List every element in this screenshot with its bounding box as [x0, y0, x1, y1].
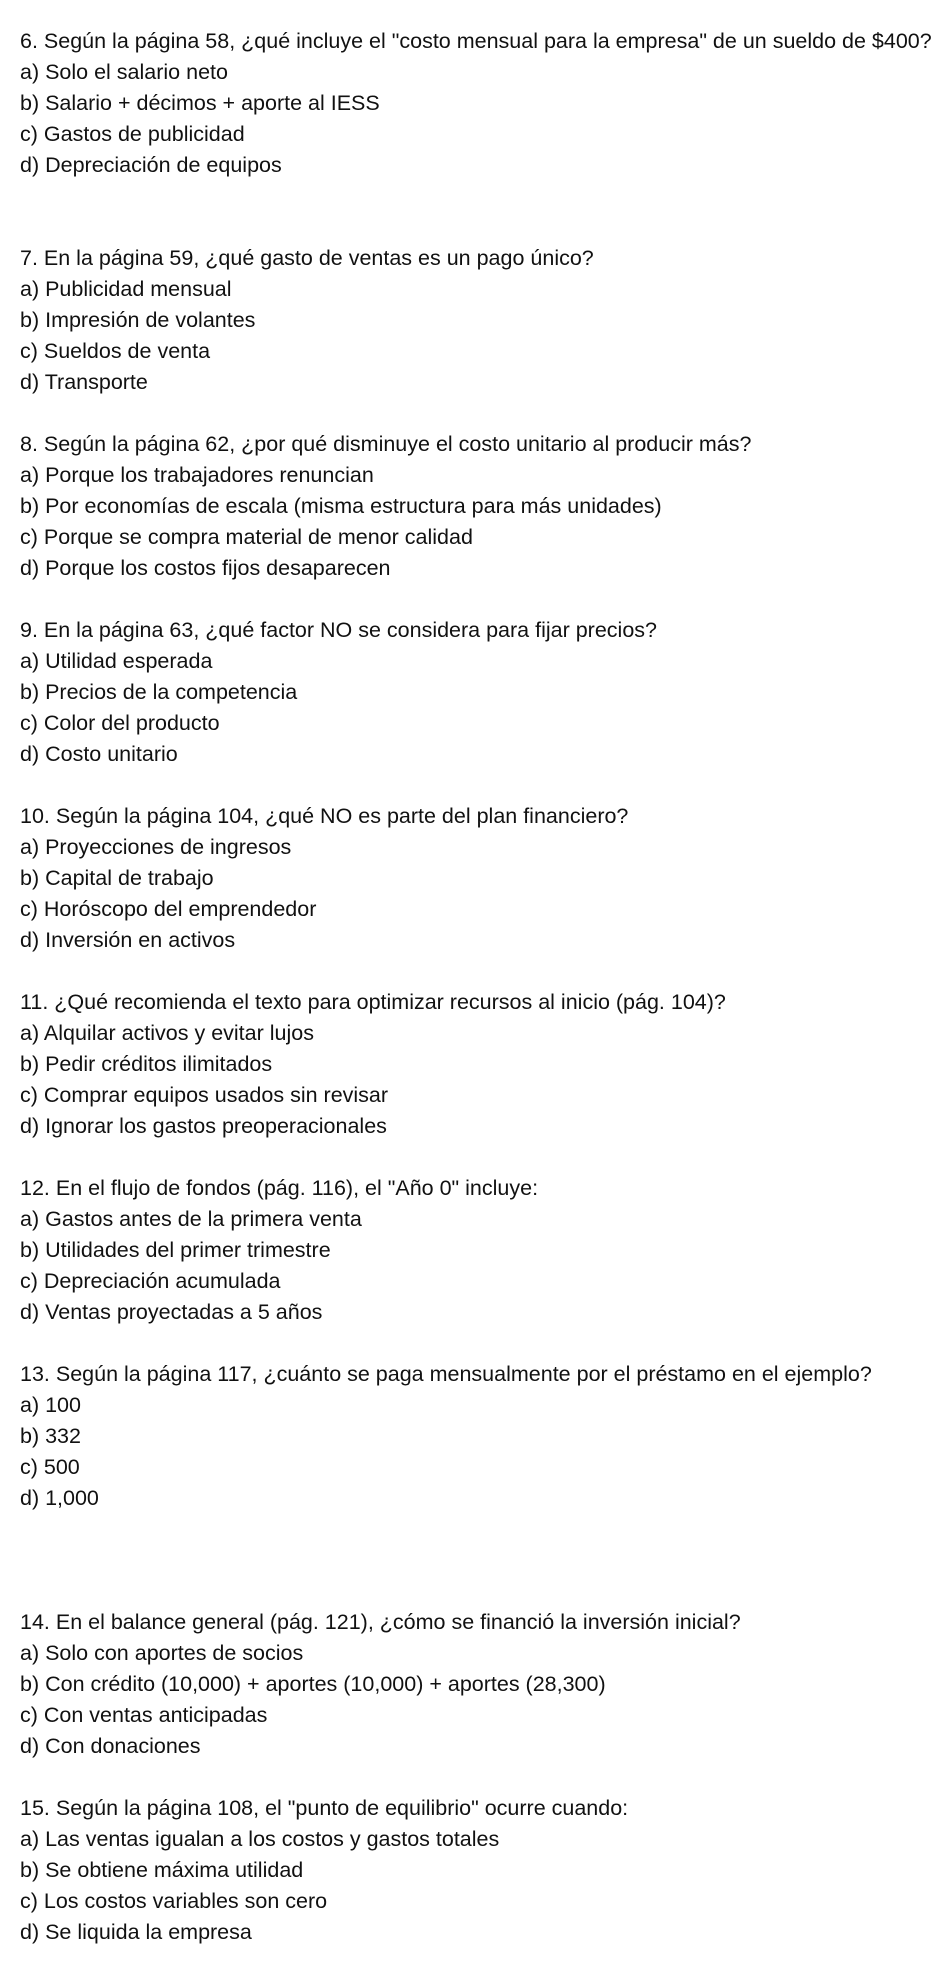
spacer — [20, 398, 936, 429]
option-b: b) Con crédito (10,000) + aportes (10,000) + aportes (28,300) — [20, 1672, 606, 1696]
question-7 — [20, 243, 936, 398]
question-title: 6. Según la página 58, ¿qué incluye el "costo mensual para la empresa" de un sueldo de $400? — [20, 29, 932, 53]
option-a: a) Solo el salario neto — [20, 60, 228, 84]
question-title: 11. ¿Qué recomienda el texto para optimizar recursos al inicio (pág. 104)? — [20, 990, 726, 1014]
option-a: a) Publicidad mensual — [20, 277, 232, 301]
question-title: 8. Según la página 62, ¿por qué disminuye el costo unitario al producir más? — [20, 432, 752, 456]
question-title: 12. En el flujo de fondos (pág. 116), el "Año 0" incluye: — [20, 1176, 539, 1200]
question-title: 15. Según la página 108, el "punto de equilibrio" ocurre cuando: — [20, 1796, 629, 1820]
option-b: b) Pedir créditos ilimitados — [20, 1052, 273, 1076]
option-c: c) Porque se compra material de menor calidad — [20, 525, 473, 549]
option-a: a) Alquilar activos y evitar lujos — [20, 1021, 314, 1045]
option-d: d) Ignorar los gastos preoperacionales — [20, 1114, 387, 1138]
question-list — [20, 26, 936, 1948]
option-d: d) Costo unitario — [20, 742, 178, 766]
option-b: b) Utilidades del primer trimestre — [20, 1238, 331, 1262]
question-title: 9. En la página 63, ¿qué factor NO se considera para fijar precios? — [20, 618, 657, 642]
question-14 — [20, 1607, 936, 1762]
question-9 — [20, 615, 936, 770]
spacer — [20, 1514, 936, 1607]
option-d: d) Se liquida la empresa — [20, 1920, 252, 1944]
option-d: d) Porque los costos fijos desaparecen — [20, 556, 391, 580]
option-b: b) Precios de la competencia — [20, 680, 298, 704]
option-a: a) Proyecciones de ingresos — [20, 835, 292, 859]
question-title: 7. En la página 59, ¿qué gasto de ventas es un pago único? — [20, 246, 594, 270]
option-c: c) Color del producto — [20, 711, 220, 735]
option-c: c) 500 — [20, 1455, 80, 1479]
option-c: c) Depreciación acumulada — [20, 1269, 281, 1293]
option-d: d) Depreciación de equipos — [20, 153, 282, 177]
option-d: d) Con donaciones — [20, 1734, 201, 1758]
spacer — [20, 1762, 936, 1793]
option-a: a) Solo con aportes de socios — [20, 1641, 304, 1665]
option-b: b) Impresión de volantes — [20, 308, 256, 332]
spacer — [20, 584, 936, 615]
option-c: c) Los costos variables son cero — [20, 1889, 328, 1913]
spacer — [20, 1142, 936, 1173]
option-b: b) Se obtiene máxima utilidad — [20, 1858, 304, 1882]
spacer — [20, 956, 936, 987]
question-11 — [20, 987, 936, 1142]
option-d: d) Ventas proyectadas a 5 años — [20, 1300, 323, 1324]
question-title: 13. Según la página 117, ¿cuánto se paga mensualmente por el préstamo en el ejemplo? — [20, 1362, 872, 1386]
option-c: c) Con ventas anticipadas — [20, 1703, 268, 1727]
option-b: b) 332 — [20, 1424, 81, 1448]
question-6 — [20, 26, 936, 181]
spacer — [20, 181, 936, 243]
option-b: b) Salario + décimos + aporte al IESS — [20, 91, 380, 115]
spacer — [20, 770, 936, 801]
option-c: c) Comprar equipos usados sin revisar — [20, 1083, 389, 1107]
question-12 — [20, 1173, 936, 1328]
question-8 — [20, 429, 936, 584]
spacer — [20, 1328, 936, 1359]
option-c: c) Gastos de publicidad — [20, 122, 245, 146]
option-d: d) 1,000 — [20, 1486, 99, 1510]
option-a: a) Las ventas igualan a los costos y gastos totales — [20, 1827, 500, 1851]
option-a: a) Utilidad esperada — [20, 649, 213, 673]
option-b: b) Capital de trabajo — [20, 866, 214, 890]
question-13 — [20, 1359, 936, 1514]
option-a: a) Gastos antes de la primera venta — [20, 1207, 362, 1231]
question-title: 14. En el balance general (pág. 121), ¿cómo se financió la inversión inicial? — [20, 1610, 741, 1634]
option-d: d) Transporte — [20, 370, 148, 394]
option-a: a) Porque los trabajadores renuncian — [20, 463, 374, 487]
option-c: c) Sueldos de venta — [20, 339, 211, 363]
option-a: a) 100 — [20, 1393, 81, 1417]
question-title: 10. Según la página 104, ¿qué NO es parte del plan financiero? — [20, 804, 629, 828]
option-d: d) Inversión en activos — [20, 928, 236, 952]
question-15 — [20, 1793, 936, 1948]
option-c: c) Horóscopo del emprendedor — [20, 897, 317, 921]
option-b: b) Por economías de escala (misma estructura para más unidades) — [20, 494, 662, 518]
question-10 — [20, 801, 936, 956]
